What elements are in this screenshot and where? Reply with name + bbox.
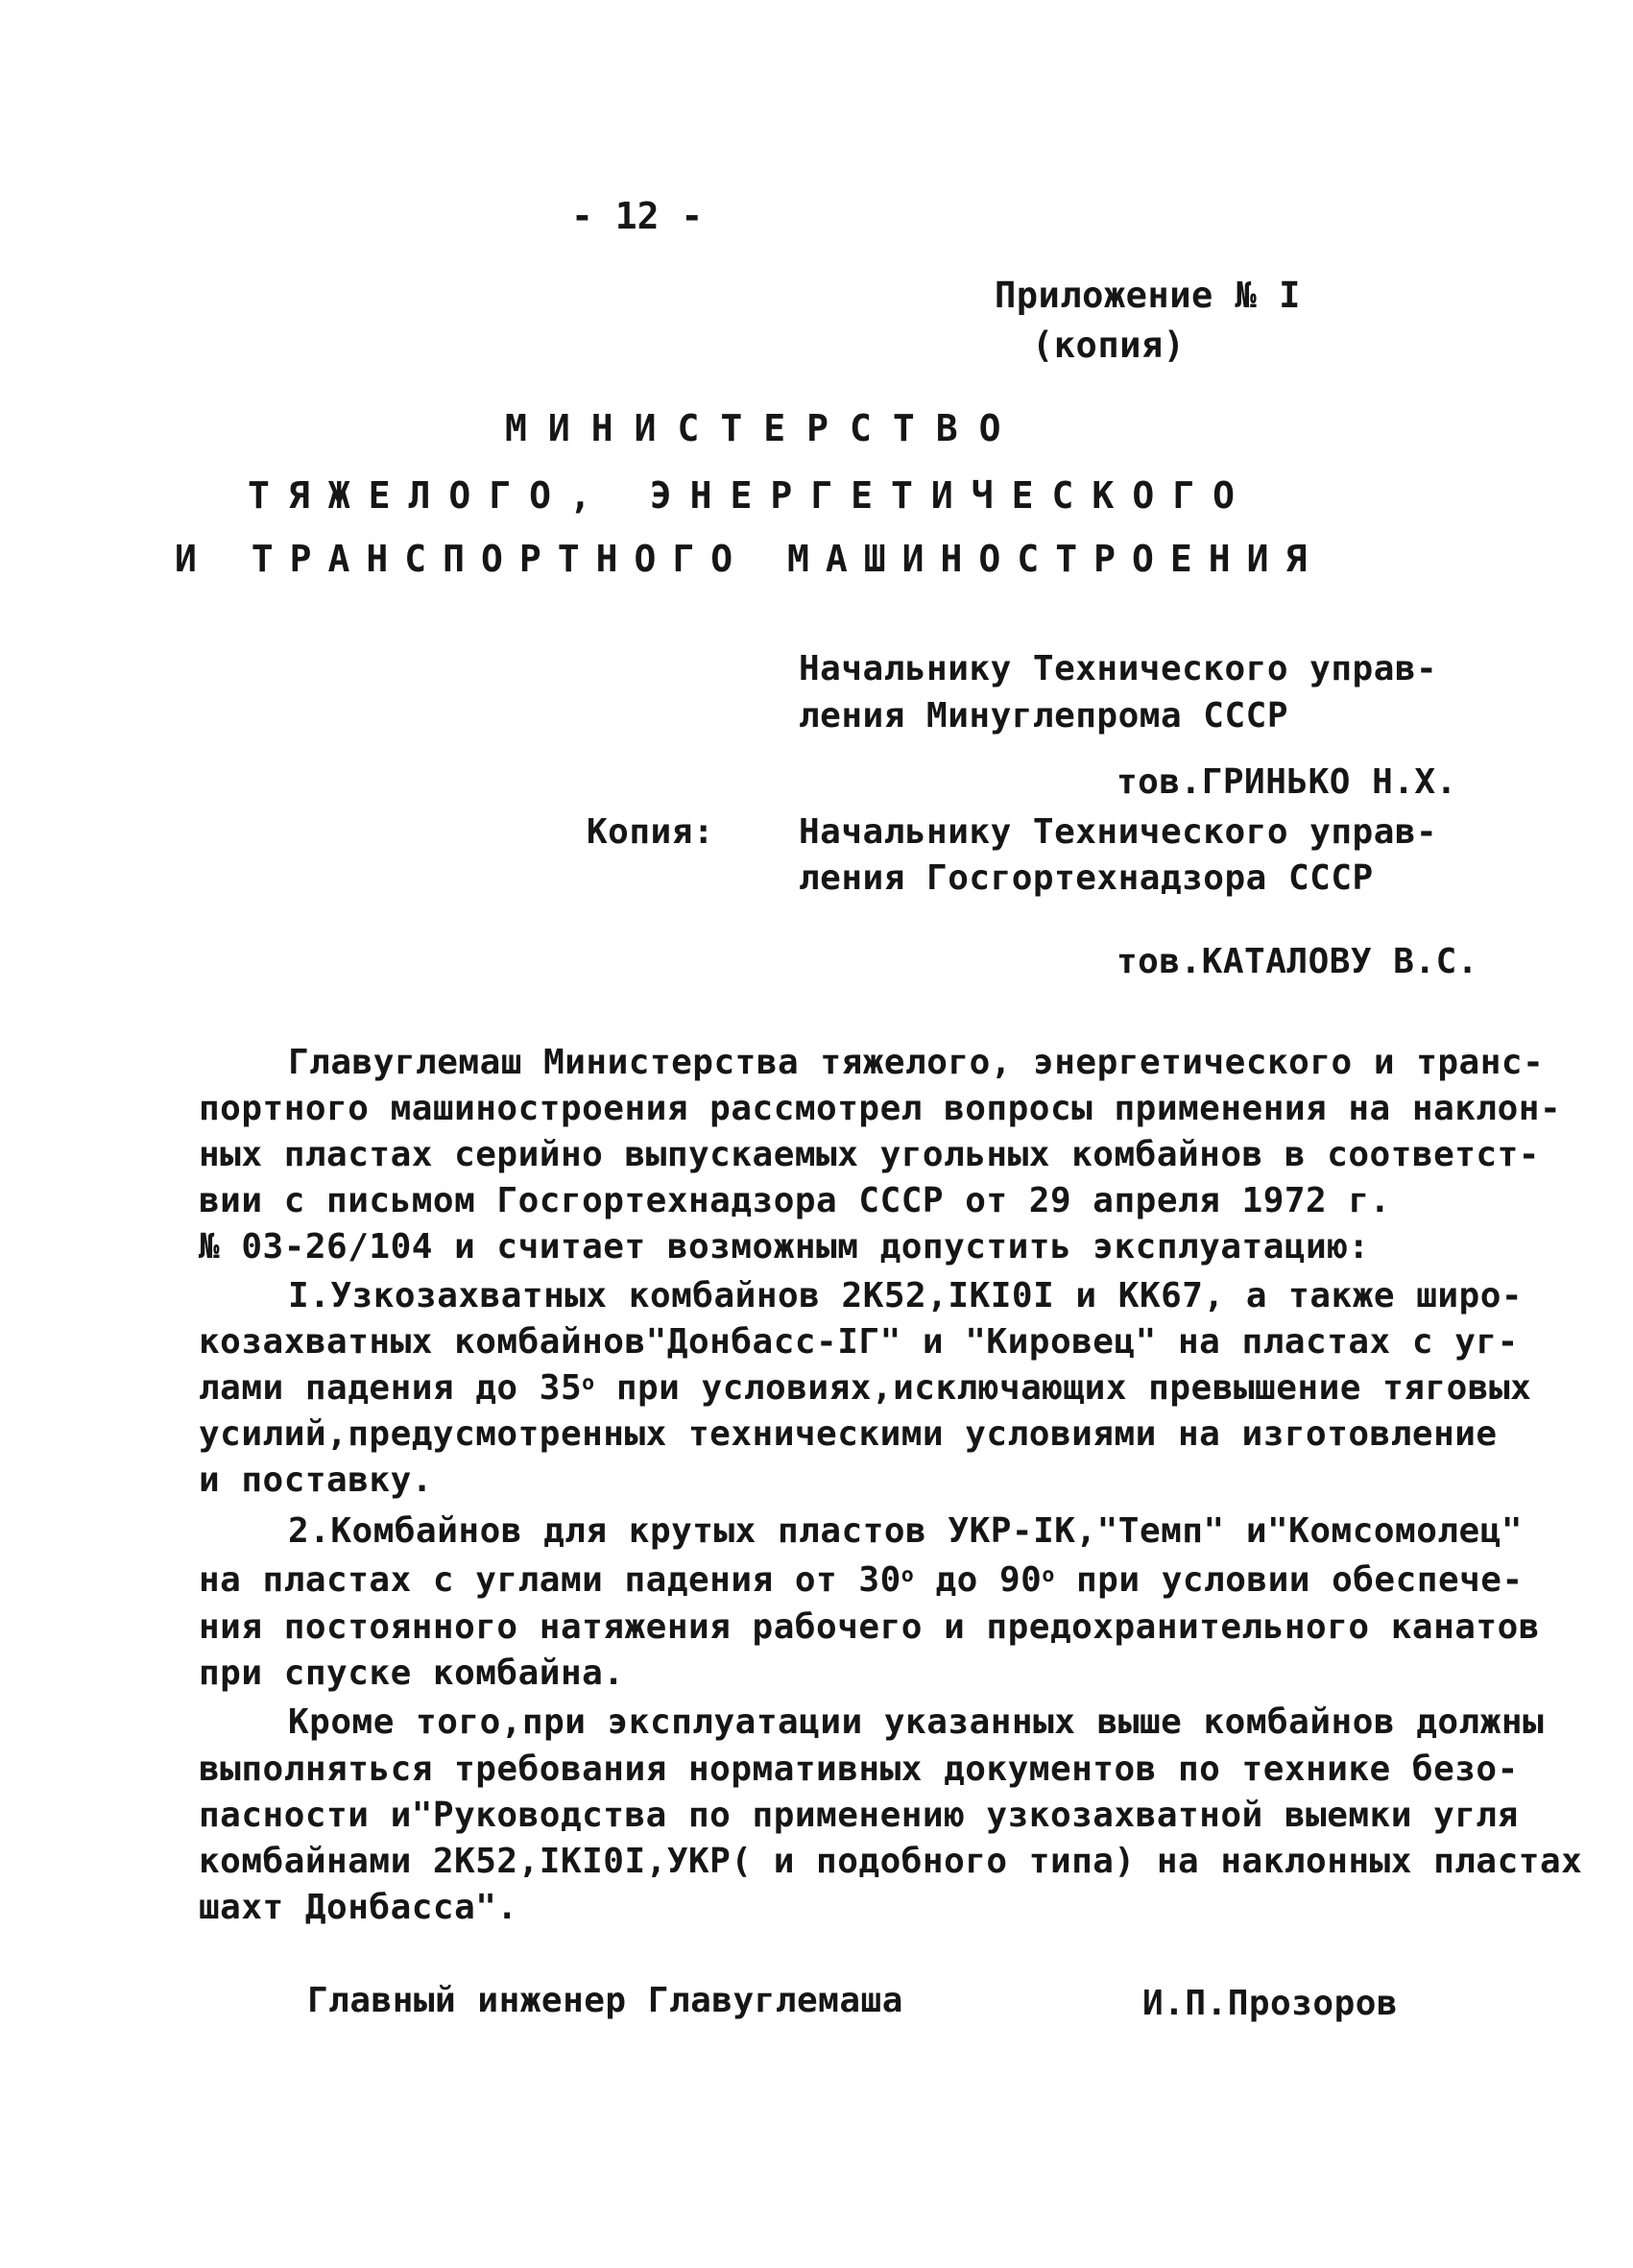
copy-label: Копия: [587, 812, 715, 852]
addressee-line-1: Начальнику Технического управ- [799, 649, 1438, 688]
body-p4-line-5: шахт Донбасса". [199, 1888, 518, 1927]
body-p1-line-2: портного машиностроения рассмотрел вопросы применения на наклон- [199, 1089, 1562, 1128]
body-p4-line-3: пасности и"Руководства по применению узкозахватной выемки угля [199, 1796, 1519, 1835]
signature-name: И.П.Прозоров [1142, 1984, 1399, 2023]
body-p1-line-5: № 03-26/104 и считает возможным допустить эксплуатацию: [199, 1227, 1370, 1267]
body-p2-line-3: лами падения до 35$^o$ при условиях,исключающих превышение тяговых [199, 1368, 1532, 1408]
ministry-title-line-2: ТЯЖЕЛОГО, ЭНЕРГЕТИЧЕСКОГО [248, 474, 1253, 517]
body-p4-line-2: выполняться требования нормативных документов по технике безо- [199, 1749, 1519, 1789]
body-p3-line-1: 2.Комбайнов для крутых пластов УКР-IК,"Темп" и"Комсомолец" [288, 1511, 1524, 1551]
body-p4-line-4: комбайнами 2К52,IKI0I,УКР( и подобного типа) на наклонных пластах [199, 1842, 1583, 1881]
body-p2-line-4: усилий,предусмотренных техническими условиями на изготовление [199, 1414, 1498, 1454]
body-p1-line-4: вии с письмом Госгортехнадзора СССР от 29 апреля 1972 г. [199, 1181, 1391, 1220]
copy-line-2: ления Госгортехнадзора СССР [799, 858, 1374, 898]
body-p1-line-3: ных пластах серийно выпускаемых угольных комбайнов в соответст- [199, 1135, 1540, 1174]
body-p2-line-5: и поставку. [199, 1460, 433, 1500]
appendix-copy-note: (копия) [1032, 325, 1186, 366]
body-p1-line-1: Главуглемаш Министерства тяжелого, энергетического и транс- [288, 1043, 1545, 1082]
degree-sign: o [582, 1371, 595, 1396]
body-p2-line-1: I.Узкозахватных комбайнов 2К52,IKI0I и КК67, а также широ- [288, 1276, 1524, 1315]
copy-recipient-name: тов.КАТАЛОВУ В.С. [1117, 942, 1478, 981]
copy-line-1: Начальнику Технического управ- [799, 812, 1438, 852]
addressee-line-2: ления Минуглепрома СССР [799, 696, 1288, 736]
signature-title: Главный инженер Главуглемаша [307, 1981, 903, 2020]
body-p2-line-2: козахватных комбайнов"Донбасс-IГ" и "Кировец" на пластах с уг- [199, 1322, 1519, 1362]
page-number: - 12 - [571, 195, 704, 237]
ministry-title-line-3: И ТРАНСПОРТНОГО МАШИНОСТРОЕНИЯ [175, 538, 1324, 580]
body-p4-line-1: Кроме того,при эксплуатации указанных выше комбайнов должны [288, 1702, 1545, 1742]
addressee-name: тов.ГРИНЬКО Н.Х. [1117, 762, 1457, 802]
degree-sign: o [901, 1563, 915, 1588]
ministry-title-line-1: МИНИСТЕРСТВО [505, 407, 1022, 449]
appendix-label: Приложение № I [995, 275, 1301, 316]
body-p3-line-4: при спуске комбайна. [199, 1653, 625, 1693]
degree-sign: o [1042, 1563, 1055, 1588]
body-p3-line-3: ния постоянного натяжения рабочего и предохранительного канатов [199, 1607, 1540, 1647]
body-p3-line-2: на пластах с углами падения от 30$^o$ до 90$^o$ при условии обеспече- [199, 1560, 1524, 1600]
